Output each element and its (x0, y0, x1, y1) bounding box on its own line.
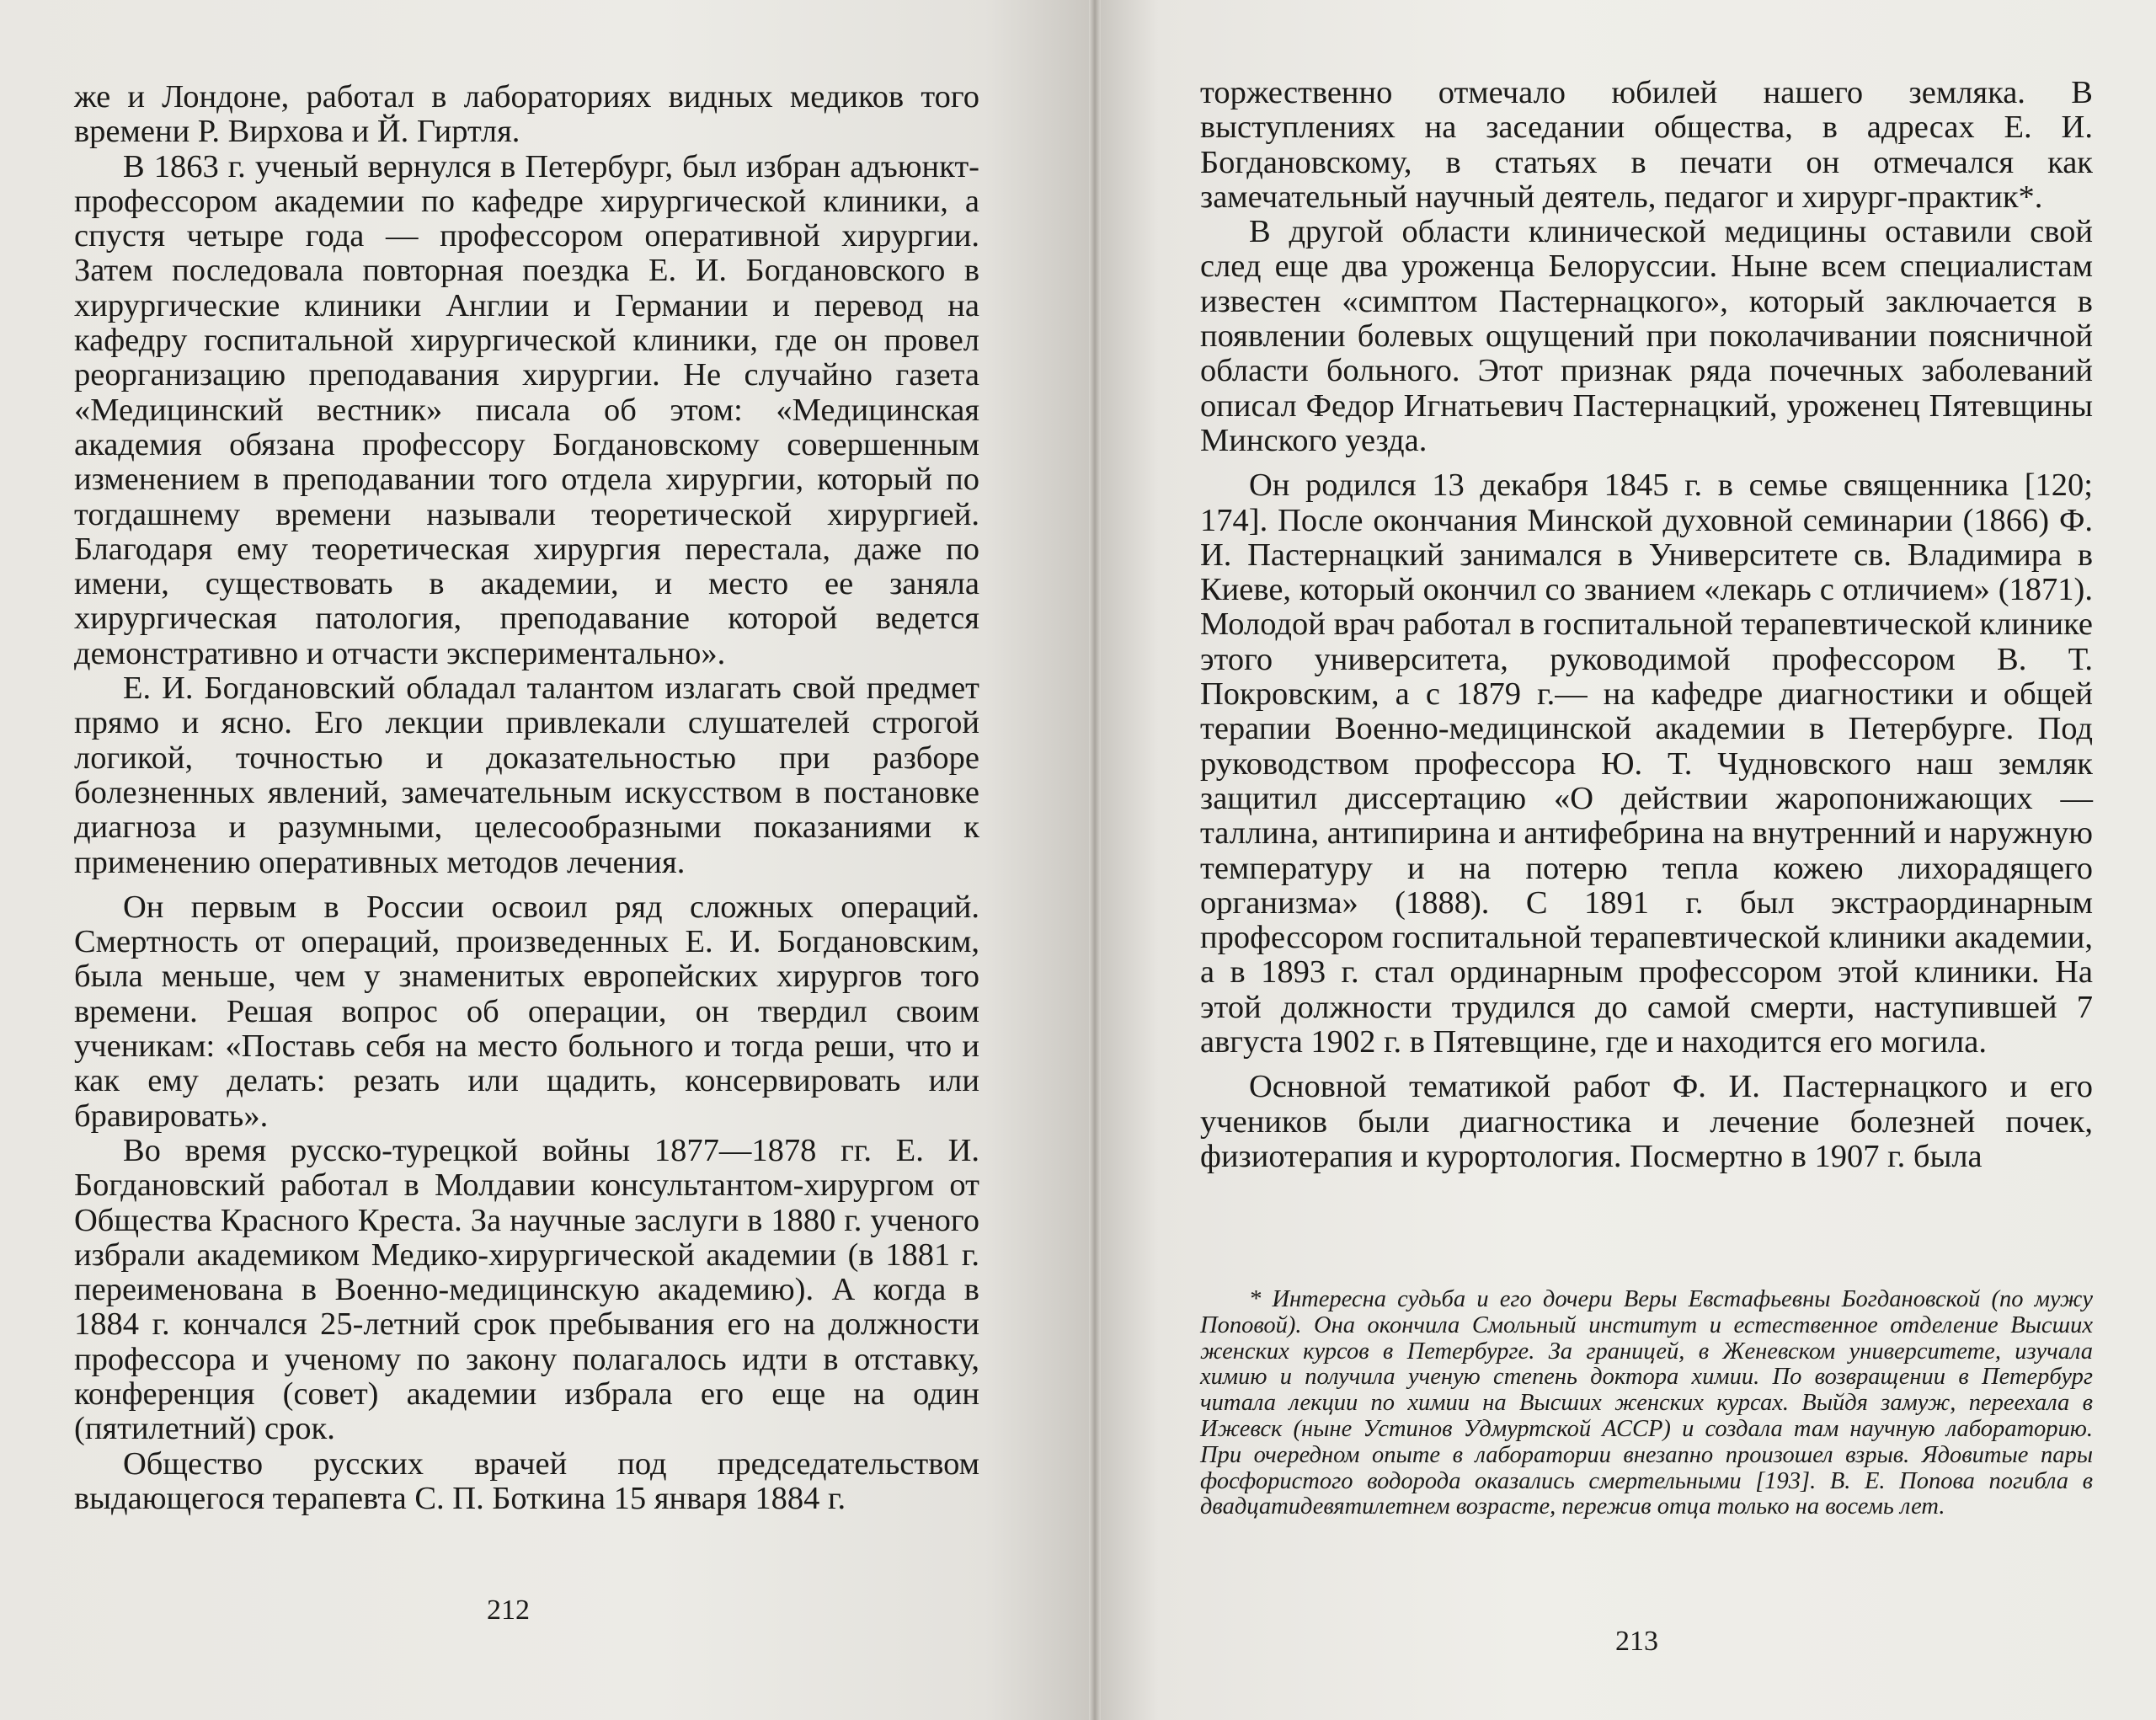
paragraph: же и Лондоне, работал в лабораториях видных медиков того времени Р. Вирхова и Й. Гиртля. (74, 79, 979, 150)
paragraph: Е. И. Богдановский обладал талантом излагать свой предмет прямо и ясно. Его лекции привлекали слушателей строгой логикой, точностью и доказательностью при разборе болезненных явлений, замечательным искусством в постановке диагноза и разумными, целесообразными показаниями к применению оперативных методов лечения. (74, 670, 979, 880)
paragraph: Основной тематикой работ Ф. И. Пастернацкого и его учеников были диагностика и лечение болезней почек, физиотерапия и курортология. Посмертно в 1907 г. была (1200, 1069, 2093, 1174)
paragraph: торжественно отмечало юбилей нашего земляка. В выступлениях на заседании общества, в адресах Е. И. Богдановскому, в статьях в печати он отмечался как замечательный научный деятель, педагог и хирург-практик*. (1200, 75, 2093, 215)
right-page-text (1200, 76, 2093, 1174)
book-gutter (1089, 0, 1101, 1720)
paragraph: В 1863 г. ученый вернулся в Петербург, был избран адъюнкт-профессором академии по кафедре хирургической клиники, а спустя четыре года — профессором оперативной хирургии. Затем последовала повторная поездка Е. И. Богдановского в хирургические клиники Англии и Германии и перевод на кафедру госпитальной хирургической клиники, где он провел реорганизацию преподавания хирургии. Не случайно газета «Медицинский вестник» писала об этом: «Медицинская академия обязана профессору Богдановскому совершенным изменением в преподавании того отдела хирургии, который по тогдашнему времени называли теоретической хирургией. Благодаря ему теоретическая хирургия перестала, даже по имени, существовать в академии, и место ее заняла хирургическая патология, преподавание которой ведется демонстративно и отчасти экспериментально». (74, 148, 979, 671)
paragraph: Он родился 13 декабря 1845 г. в семье священника [120; 174]. После окончания Минской духовной семинарии (1866) Ф. И. Пастернацкий занимался в Университете св. Владимира в Киеве, который окончил со званием «лекарь с отличием» (1871). Молодой врач работал в госпитальной терапевтической клинике этого университета, руководимой профессором В. Т. Покровским, а с 1879 г.— на кафедре диагностики и общей терапии Военно-медицинской академии в Петербурге. Под руководством профессора Ю. Т. Чудновского наш земляк защитил диссертацию «О действии жаропонижающих — таллина, антипирина и антифебрина на внутренний и наружную температуру и на потерю тепла кожею лихорадящего организма» (1888). С 1891 г. был экстраординарным профессором госпитальной терапевтической клиники академии, а в 1893 г. стал ординарным профессором этой клиники. На этой должности трудился до самой смерти, наступившей 7 августа 1902 г. в Пятевщине, где и находится его могила. (1200, 467, 2093, 1060)
paragraph: В другой области клинической медицины оставили свой след еще два уроженца Белоруссии. Ныне всем специалистам известен «симптом Пастернацкого», который заключается в появлении болевых ощущений при поколачивании поясничной области больного. Этот признак ряда почечных заболеваний описал Федор Игнатьевич Пастернацкий, уроженец Пятевщины Минского уезда. (1200, 214, 2093, 458)
page-number: 213 (1615, 1626, 1658, 1657)
paragraph: Во время русско-турецкой войны 1877—1878 гг. Е. И. Богдановский работал в Молдавии консультантом-хирургом от Общества Красного Креста. За научные заслуги в 1880 г. ученого избрали академиком Медико-хирургической академии (в 1881 г. переименована в Военно-медицинскую академию). А когда в 1884 г. кончался 25-летний срок пребывания его на должности профессора и ученому по закону полагалось идти в отставку, конференция (совет) академии избрала его еще на один (пятилетний) срок. (74, 1132, 979, 1447)
paragraph: Общество русских врачей под председательством выдающегося терапевта С. П. Боткина 15 января 1884 г. (74, 1445, 979, 1516)
page-number: 212 (487, 1594, 530, 1626)
left-page-text (74, 80, 979, 1516)
footnote: * Интересна судьба и его дочери Веры Евстафьевны Богдановской (по мужу Поповой). Она окончила Смольный институт и естественное отделение Высших женских курсов в Петербурге. За границей, в Женевском университете, изучала химию и получила ученую степень доктора химии. По возвращении в Петербург читала лекции по химии на Высших женских курсах. Выйдя замуж, переехала в Ижевск (ныне Устинов Удмуртской АССР) и создала там научную лабораторию. При очередном опыте в лаборатории внезапно произошел взрыв. Ядовитые пары фосфористого водорода оказались смертельными [193]. В. Е. Попова погибла в двадцатидевятилетнем возрасте, пережив отца только на восемь лет. (1200, 1286, 2093, 1520)
right-page (1095, 0, 2156, 1720)
paragraph: Он первым в России освоил ряд сложных операций. Смертность от операций, произведенных Е. И. Богдановским, была меньше, чем у знаменитых европейских хирургов того времени. Решая вопрос об операции, он твердил своим ученикам: «Поставь себя на место больного и тогда реши, что и как ему делать: резать или щадить, консервировать или бравировать». (74, 889, 979, 1134)
